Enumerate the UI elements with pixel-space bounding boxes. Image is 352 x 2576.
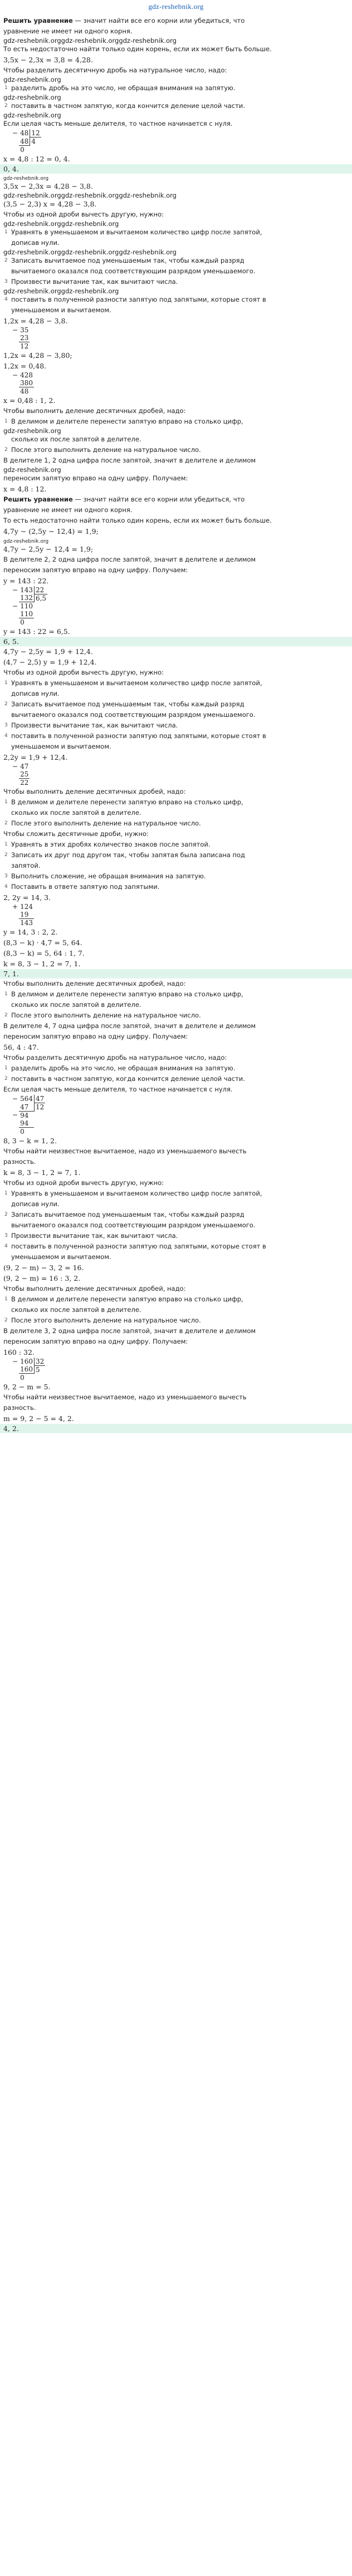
- paragraph: переносим запятую вправо на одну цифру. Получаем:: [3, 474, 188, 482]
- equation: k = 8, 3 − 1, 2 = 7, 1.: [3, 1168, 81, 1177]
- equation: 1,2x = 0,48.: [3, 361, 47, 370]
- paragraph: Чтобы из одной дроби вычесть другую, нужно:: [3, 668, 164, 676]
- equation: x = 4,8 : 12 = 0, 4.: [3, 154, 70, 163]
- list-item: 4 поставить в полученной разности запятую под запятыми, которые стоят в: [4, 732, 266, 740]
- watermark-row: [3, 427, 349, 434]
- list-item: 2 После этого выполнить деление на натуральное число.: [4, 1011, 201, 1019]
- equation: (8,3 − k) = 5, 64 : 1, 7.: [3, 949, 85, 957]
- list-item: 1 В делимом и делителе перенести запятую вправо на столько цифр,: [4, 990, 243, 998]
- watermark-row: [3, 37, 349, 44]
- equation: x = 0,48 : 1, 2.: [3, 396, 56, 405]
- equation: 4,7y − 2,5y = 1,9 + 12,4.: [3, 647, 93, 656]
- watermark: gdz-reshebnik.org: [61, 287, 119, 295]
- paragraph: разность.: [3, 1404, 36, 1412]
- paragraph: То есть недостаточно найти только один корень, если их может быть больше.: [3, 516, 272, 524]
- list-item: 1 В делимом и делителе перенести запятую вправо на столько цифр,: [4, 1295, 243, 1303]
- answer-bar: 6, 5.: [0, 637, 352, 646]
- column-addition: + 124 19 143: [12, 903, 33, 927]
- list-item: 1 В делимом и делителе перенести запятую вправо на столько цифр,: [4, 798, 243, 806]
- equation: m = 9, 2 − 5 = 4, 2.: [3, 1414, 74, 1423]
- equation: (3,5 − 2,3) x = 4,28 − 3,8.: [3, 199, 97, 208]
- paragraph: переносим запятую вправо на одну цифру. Получаем:: [3, 1337, 188, 1345]
- equation: 160 : 32.: [3, 1348, 35, 1356]
- paragraph: уравнение не имеет ни одного корня.: [3, 505, 133, 514]
- watermark-row: [3, 537, 349, 544]
- equation: (4,7 − 2,5) y = 1,9 + 12,4.: [3, 658, 97, 666]
- equation: 8, 3 − k = 1, 2.: [3, 1136, 57, 1145]
- watermark: gdz-reshebnik.org: [119, 248, 177, 256]
- watermark-row: [3, 191, 349, 199]
- watermark: gdz-reshebnik.org: [61, 37, 119, 45]
- list-item: 2 поставить в частном запятую, когда кончится деление целой части.: [4, 1075, 245, 1083]
- list-item: 2 поставить в частном запятую, когда кончится деление целой части.: [4, 102, 245, 110]
- watermark: gdz-reshebnik.org: [3, 248, 61, 256]
- paragraph: Решить уравнение — значит найти все его корни или убедиться, что: [3, 495, 245, 503]
- list-item: 2 Записать вычитаемое под уменьшаемым так, чтобы каждый разряд: [4, 1210, 245, 1218]
- list-item: 4 Поставить в ответе запятую под запятыми.: [4, 883, 160, 891]
- paragraph: В делителе 3, 2 одна цифра после запятой, значит в делителе и делимом: [3, 1326, 256, 1335]
- list-item: 1 Уравнять в уменьшаемом и вычитаемом количество цифр после запятой,: [4, 679, 262, 687]
- list-item: 1 Уравнять в уменьшаемом и вычитаемом количество цифр после запятой,: [4, 228, 262, 236]
- answer-bar: 7, 1.: [0, 969, 352, 979]
- watermark-row: [3, 174, 349, 181]
- equation: 56, 4 : 47.: [3, 1043, 39, 1051]
- equation: 4,7y − 2,5y − 12,4 = 1,9;: [3, 544, 94, 553]
- watermark: gdz-reshebnik.org: [61, 248, 119, 256]
- watermark-row: [3, 466, 349, 473]
- list-item: 3 Выполнить сложение, не обращая внимания на запятую.: [4, 872, 206, 880]
- column-subtraction: − 35 23 12: [12, 326, 29, 350]
- watermark-row: [3, 76, 349, 83]
- list-item: 3 Произвести вычитание так, как вычитают числа.: [4, 721, 178, 729]
- paragraph: В делителе 4, 7 одна цифра после запятой, значит в делителе и делимом: [3, 1022, 256, 1030]
- paragraph: Решить уравнение — значит найти все его корни или убедиться, что: [3, 17, 245, 24]
- equation: y = 143 : 22 = 6,5.: [3, 627, 70, 636]
- watermark: gdz-reshebnik.org: [3, 538, 49, 544]
- list-item: 2 Записать их друг под другом так, чтобы запятая была записана под: [4, 851, 245, 859]
- equation: 4,7y − (2,5y − 12,4) = 1,9;: [3, 527, 99, 535]
- equation: 9, 2 − m = 5.: [3, 1383, 51, 1391]
- equation: 3,5x − 2,3x = 3,8 = 4,28.: [3, 56, 93, 64]
- list-item: 3 Произвести вычитание так, как вычитают числа.: [4, 277, 178, 286]
- site-header: [3, 0, 349, 16]
- equation: (9, 2 − m) = 16 : 3, 2.: [3, 1274, 81, 1282]
- list-item: 1 Уравнять в уменьшаемом и вычитаемом количество цифр после запятой,: [4, 1189, 262, 1197]
- list-item: 4 поставить в полученной разности запятую под запятыми, которые стоят в: [4, 295, 266, 303]
- site-logo[interactable]: gdz-reshebnik.org: [148, 2, 204, 11]
- paragraph: переносим запятую вправо на одну цифру. Получаем:: [3, 1033, 188, 1040]
- page: gdz-reshebnik.org Решить уравнение — значит найти все его корни или убедиться, что уравнение не имеет ни одного корня. gdz-reshebnik.orggdz-reshebnik.orggdz-reshebnik.org То есть недостаточно найти только один корень, если их может быть больше. 3,5x − 2,3x = 3,8 = 4,28. Чтобы разделить десятичную дробь на натуральное число, надо: gdz-reshebnik.org 1 разделить дробь на это число, не обращая внимания на запятую. gdz-reshebnik.org 2 поставить в частном запятую, когда кончится деление целой части. gdz-reshebnik.org Если целая часть меньше делителя, то частное начинается с нуля. − 48 12 48 4 0 x = 4,8 : 12 = 0, 4. 0, 4. gdz-reshebnik.org 3,5x − 2,3x = 4,28 − 3,8. gdz-reshebnik.orggdz-reshebnik.orggdz-reshebnik.org (3,5 − 2,3) x = 4,28 − 3,8. Чтобы из одной дроби вычесть другую, нужно: gdz-reshebnik.orggdz-reshebnik.org 1 Уравнять в уменьшаемом и вычитаемом количество цифр после запятой, дописав нули. gdz-reshebnik.orggdz-reshebnik.orggdz-reshebnik.org 2 Записать вычитаемое под уменьшаемым так, чтобы каждый разряд вычитаемого оказался под соответствующим разрядом уменьшаемого. 3 Произвести вычитание так, как вычитают числа. gdz-reshebnik.orggdz-reshebnik.org 4 поставить в полученной разности запятую под запятыми, которые стоят в уменьшаемом и вычитаемом. 1,2x = 4,28 − 3,8. − 35 23 12 1,2x = 4,28 − 3,80; 1,2x = 0,48. − 428 380 48 x = 0,48 : 1, 2. Чтобы выполнить деление десятичных дробей, надо: 1 В делимом и делителе перенести запятую вправо на столько цифр, gdz-reshebnik.org сколько их после запятой в делителе. 2 После этого выполнить деление на натуральное число. В делителе 1, 2 одна цифра после запятой, значит в делителе и делимом gdz-reshebnik.org переносим запятую вправо на одну цифру. Получаем: x = 4,8 : 12. Решить уравнение — значит найти все его корни или убедиться, что уравнение не имеет ни одного корня. То есть недостаточно найти только один корень, если их может быть больше. 4,7y − (2,5y − 12,4) = 1,9; gdz-reshebnik.org 4,7y − 2,5y − 12,4 = 1,9; В делителе 2, 2 одна цифра после запятой, значит в делителе и делимом переносим запятую вправо на одну цифру. Получаем: y = 143 : 22. − 143 22 132 6,5 − 110 110 0 y = 143 : 22 = 6,5. 6, 5. 4,7y − 2,5y = 1,9 + 12,4. (4,7 − 2,5) y = 1,9 + 12,4. Чтобы из одной дроби вычесть другую, нужно: 1 Уравнять в уменьшаемом и вычитаемом количество цифр после запятой, дописав нули. 2 Записать вычитаемое под уменьшаемым так, чтобы каждый разряд вычитаемого оказался под соответствующим разрядом уменьшаемого. 3 Произвести вычитание так, как вычитают числа. 4 поставить в полученной разности запятую под запятыми, которые стоят в уменьшаемом и вычитаемом. 2,2y = 1,9 + 12,4. − 47 25 22 Чтобы выполнить деление десятичных дробей, надо: 1 В делимом и делителе перенести запятую вправо на столько цифр, сколько их после запятой в делителе. 2 После этого выполнить деление на натуральное число. Чтобы сложить десятичные дроби, нужно: 1 Уравнять в этих дробях количество знаков после запятой. 2 Записать их друг под другом так, чтобы запятая была записана под запятой. 3 Выполнить сложение, не обращая внимания на запятую. 4 Поставить в ответе запятую под запятыми. 2, 2y = 14, 3. + 124 19 143 y = 14, 3 : 2, 2. (8,3 − k) · 4,7 = 5, 64. (8,3 − k) = 5, 64 : 1, 7. k = 8, 3 − 1, 2 = 7, 1. 7, 1. Чтобы выполнить деление десятичных дробей, надо: 1 В делимом и делителе перенести запятую вправо на столько цифр, сколько их после запятой в делителе. 2 После этого выполнить деление на натуральное число. В делителе 4, 7 одна цифра после запятой, значит в делителе и делимом переносим запятую вправо на одну цифру. Получаем: 56, 4 : 47. Чтобы разделить десятичную дробь на натуральное число, надо: 1 разделить дробь на это число, не обращая внимания на запятую. 2 поставить в частном запятую, когда кончится деление целой части. Если целая часть меньше делителя, то частное начинается с нуля. − 564 47 47 12 − 94 94 0 8, 3 − k = 1, 2. Чтобы найти неизвестное вычитаемое, надо из уменьшаемого вычесть разность. k = 8, 3 − 1, 2 = 7, 1. Чтобы из одной дроби вычесть другую, нужно: 1 Уравнять в уменьшаемом и вычитаемом количество цифр после запятой, дописав нули. 2 Записать вычитаемое под уменьшаемым так, чтобы каждый разряд вычитаемого оказался под соответствующим разрядом уменьшаемого. 3 Произвести вычитание так, как вычитают числа. 4 поставить в полученной разности запятую под запятыми, которые стоят в уменьшаемом и вычитаемом. (9, 2 − m) − 3, 2 = 16. (9, 2 − m) = 16 : 3, 2. Чтобы выполнить деление десятичных дробей, надо: 1 В делимом и делителе перенести запятую вправо на столько цифр, сколько их после запятой в делителе. 2 После этого выполнить деление на натуральное число. В делителе 3, 2 одна цифра после запятой, значит в делителе и делимом переносим запятую вправо на одну цифру. Получаем: 160 : 32. − 160 32 160 5 0 9, 2 − m = 5. Чтобы найти неизвестное вычитаемое, надо из уменьшаемого вычесть разность. m = 9, 2 − 5 = 4, 2. 4, 2.: [0, 0, 352, 1433]
- watermark-row: [3, 94, 349, 101]
- watermark: gdz-reshebnik.org: [61, 191, 119, 199]
- watermark: gdz-reshebnik.org: [3, 37, 61, 45]
- watermark-row: [3, 248, 349, 255]
- answer-bar: 0, 4.: [0, 164, 352, 174]
- watermark-row: [3, 220, 349, 227]
- equation: 1,2x = 4,28 − 3,80;: [3, 351, 72, 360]
- column-subtraction: − 428 380 48: [12, 371, 33, 395]
- list-item: 2 Записать вычитаемое под уменьшаемым так, чтобы каждый разряд: [4, 700, 245, 708]
- equation: 3,5x − 2,3x = 4,28 − 3,8.: [3, 181, 93, 190]
- watermark: gdz-reshebnik.org: [119, 37, 177, 45]
- watermark: gdz-reshebnik.org: [119, 191, 177, 199]
- answer-bar: 4, 2.: [0, 1424, 352, 1433]
- list-item: 3 Произвести вычитание так, как вычитают числа.: [4, 1231, 178, 1240]
- paragraph: В делителе 1, 2 одна цифра после запятой, значит в делителе и делимом: [3, 456, 256, 464]
- equation: k = 8, 3 − 1, 2 = 7, 1.: [3, 960, 81, 968]
- list-item: 2 После этого выполнить деление на натуральное число.: [4, 445, 201, 454]
- equation: y = 143 : 22.: [3, 576, 49, 585]
- watermark-row: [3, 287, 349, 294]
- watermark: gdz-reshebnik.org: [3, 465, 61, 474]
- paragraph: Чтобы из одной дроби вычесть другую, нужно:: [3, 210, 164, 218]
- equation: 1,2x = 4,28 − 3,8.: [3, 316, 68, 325]
- paragraph: Если целая часть меньше делителя, то частное начинается с нуля.: [3, 1085, 233, 1093]
- paragraph: Если целая часть меньше делителя, то частное начинается с нуля.: [3, 120, 233, 127]
- paragraph: Чтобы сложить десятичные дроби, нужно:: [3, 830, 149, 838]
- paragraph: переносим запятую вправо на одну цифру. Получаем:: [3, 566, 188, 574]
- watermark: gdz-reshebnik.org: [3, 426, 61, 435]
- watermark: gdz-reshebnik.org: [3, 111, 61, 119]
- paragraph: Чтобы выполнить деление десятичных дробей, надо:: [3, 980, 186, 987]
- paragraph: разность.: [3, 1157, 36, 1166]
- list-item: 2 После этого выполнить деление на натуральное число.: [4, 819, 201, 827]
- watermark: gdz-reshebnik.org: [3, 76, 61, 83]
- equation: (9, 2 − m) − 3, 2 = 16.: [3, 1263, 84, 1272]
- list-item: 1 В делимом и делителе перенести запятую вправо на столько цифр,: [4, 417, 243, 425]
- long-division: − 564 47 47 12 − 94 94 0: [12, 1095, 45, 1135]
- long-division: − 160 32 160 5 0: [12, 1357, 45, 1382]
- paragraph: То есть недостаточно найти только один корень, если их может быть больше.: [3, 45, 272, 53]
- paragraph: уравнение не имеет ни одного корня.: [3, 27, 133, 35]
- paragraph: Чтобы выполнить деление десятичных дробей, надо:: [3, 788, 186, 795]
- list-item: 4 поставить в полученной разности запятую под запятыми, которые стоят в: [4, 1242, 266, 1250]
- watermark: gdz-reshebnik.org: [3, 94, 61, 101]
- long-division: − 48 12 48 4 0: [12, 129, 40, 154]
- paragraph: Чтобы выполнить деление десятичных дробей, надо:: [3, 1284, 186, 1292]
- watermark: gdz-reshebnik.org: [3, 219, 61, 228]
- watermark: gdz-reshebnik.org: [3, 287, 61, 295]
- paragraph: Чтобы выполнить деление десятичных дробей, надо:: [3, 406, 186, 415]
- equation: y = 14, 3 : 2, 2.: [3, 928, 58, 936]
- list-item: 2 Записать вычитаемое под уменьшаемым так, чтобы каждый разряд: [4, 256, 245, 264]
- equation: (8,3 − k) · 4,7 = 5, 64.: [3, 938, 82, 947]
- equation: x = 4,8 : 12.: [3, 484, 47, 493]
- paragraph: Чтобы найти неизвестное вычитаемое, надо из уменьшаемого вычесть: [3, 1147, 247, 1155]
- watermark: gdz-reshebnik.org: [3, 175, 49, 181]
- list-item: 1 разделить дробь на это число, не обращая внимания на запятую.: [4, 1064, 236, 1072]
- column-subtraction: − 47 25 22: [12, 763, 29, 786]
- long-division: − 143 22 132 6,5 − 110 110 0: [12, 586, 47, 626]
- list-item: 2 После этого выполнить деление на натуральное число.: [4, 1316, 201, 1324]
- paragraph: В делителе 2, 2 одна цифра после запятой, значит в делителе и делимом: [3, 555, 256, 563]
- list-item: 1 разделить дробь на это число, не обращая внимания на запятую.: [4, 84, 236, 92]
- paragraph: Чтобы разделить десятичную дробь на натуральное число, надо:: [3, 66, 227, 74]
- equation: 2,2y = 1,9 + 12,4.: [3, 753, 68, 761]
- paragraph: Чтобы найти неизвестное вычитаемое, надо из уменьшаемого вычесть: [3, 1393, 247, 1401]
- term: Решить уравнение: [3, 17, 73, 24]
- watermark: gdz-reshebnik.org: [3, 191, 61, 199]
- paragraph: Чтобы из одной дроби вычесть другую, нужно:: [3, 1178, 164, 1187]
- watermark-row: [3, 111, 349, 119]
- list-item: 1 Уравнять в этих дробях количество знаков после запятой.: [4, 840, 211, 848]
- watermark: gdz-reshebnik.org: [61, 219, 119, 228]
- equation: 2, 2y = 14, 3.: [3, 893, 51, 902]
- paragraph: Чтобы разделить десятичную дробь на натуральное число, надо:: [3, 1054, 227, 1061]
